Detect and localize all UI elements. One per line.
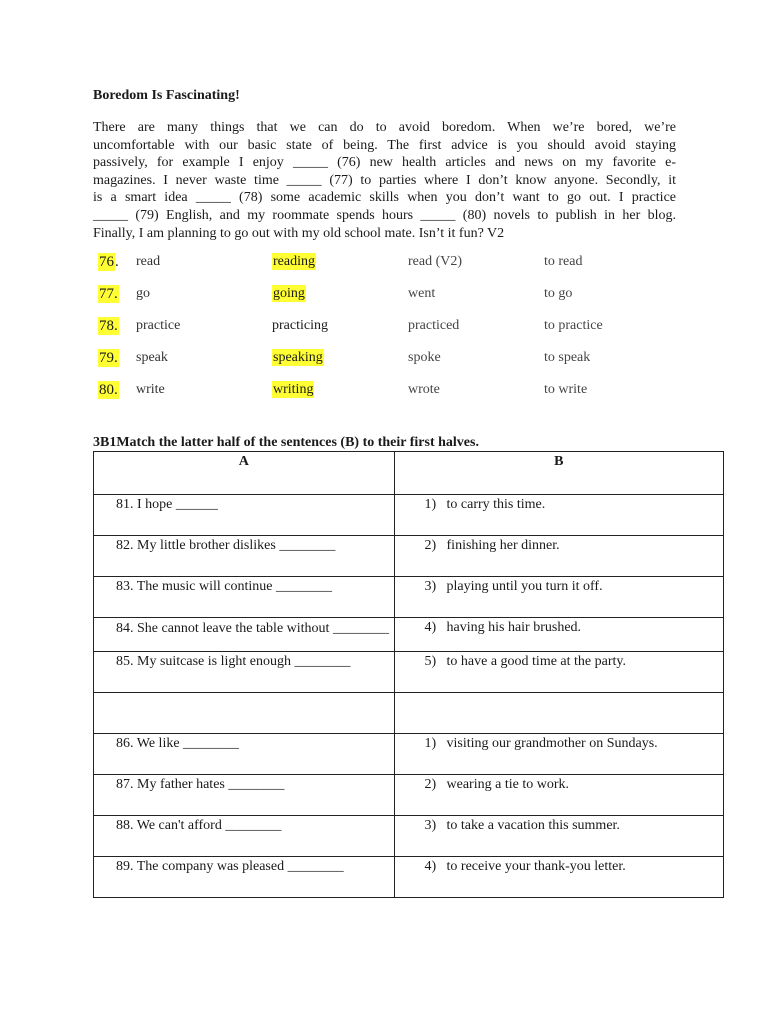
option-c: read (V2) bbox=[408, 254, 463, 269]
option-c: went bbox=[408, 286, 436, 301]
cell-a: 81. I hope ______ bbox=[94, 495, 395, 536]
option-row bbox=[96, 318, 656, 338]
option-b: reading bbox=[273, 254, 315, 269]
cell-b: 3) to take a vacation this summer. bbox=[394, 816, 723, 857]
question-number: 77. bbox=[99, 286, 118, 302]
cell-b: 2) wearing a tie to work. bbox=[394, 775, 723, 816]
cell-b: 2) finishing her dinner. bbox=[394, 536, 723, 577]
paragraph-line: is a smart idea _____ (78) some academic skills when you don’t want to go out. I practice bbox=[93, 190, 676, 206]
table-row bbox=[94, 816, 724, 857]
table-row bbox=[94, 857, 724, 898]
option-b: going bbox=[273, 286, 305, 301]
option-a: practice bbox=[136, 318, 181, 333]
question-number: 79. bbox=[99, 350, 118, 366]
option-a: go bbox=[136, 286, 150, 301]
cell-a: 86. We like ________ bbox=[94, 734, 395, 775]
option-a: write bbox=[136, 382, 165, 397]
table-row bbox=[94, 536, 724, 577]
table-row bbox=[94, 652, 724, 693]
paragraph-line: passively, for example I enjoy _____ (76) new health articles and news on my favorite e- bbox=[93, 155, 676, 171]
table-row bbox=[94, 693, 724, 734]
table-header-row bbox=[94, 452, 724, 495]
paragraph-line: There are many things that we can do to avoid boredom. When we’re bored, we’re bbox=[93, 120, 676, 135]
cell-a: 88. We can't afford ________ bbox=[94, 816, 395, 857]
question-number: 78. bbox=[99, 318, 118, 334]
option-b: practicing bbox=[272, 318, 328, 333]
cell-a: 82. My little brother dislikes ________ bbox=[94, 536, 395, 577]
table-row bbox=[94, 495, 724, 536]
cell-a: 87. My father hates ________ bbox=[94, 775, 395, 816]
document-title: Boredom Is Fascinating! bbox=[93, 88, 240, 103]
option-row bbox=[96, 254, 656, 274]
question-number: 80. bbox=[99, 382, 118, 398]
header-b: B bbox=[394, 452, 723, 495]
option-a: speak bbox=[136, 350, 168, 365]
option-c: spoke bbox=[408, 350, 441, 365]
cell-a bbox=[94, 693, 395, 734]
paragraph-line: uncomfortable with our basic state of being. The first advice is you should avoid staying bbox=[93, 137, 676, 153]
cell-b: 1) to carry this time. bbox=[394, 495, 723, 536]
option-row bbox=[96, 382, 656, 402]
paragraph-line: _____ (79) English, and my roommate spends hours _____ (80) novels to publish in her blog. bbox=[93, 207, 676, 223]
table-row bbox=[94, 577, 724, 618]
option-d: to practice bbox=[544, 318, 603, 333]
option-row bbox=[96, 350, 656, 370]
option-d: to write bbox=[544, 382, 588, 397]
paragraph-line: magazines. I never waste time _____ (77) to parties where I don’t know anyone. Secondly, it bbox=[93, 172, 676, 188]
option-b: writing bbox=[273, 382, 314, 397]
cell-b: 1) visiting our grandmother on Sundays. bbox=[394, 734, 723, 775]
cell-b: 4) to receive your thank-you letter. bbox=[394, 857, 723, 898]
cell-a: 84. She cannot leave the table without ________ bbox=[94, 618, 395, 652]
option-b: speaking bbox=[273, 350, 323, 365]
cell-a: 85. My suitcase is light enough ________ bbox=[94, 652, 395, 693]
paragraph-line: Finally, I am planning to go out with my old school mate. Isn’t it fun? V2 bbox=[93, 225, 505, 241]
question-number: 76. bbox=[99, 254, 119, 270]
cell-a: 89. The company was pleased ________ bbox=[94, 857, 395, 898]
header-a: A bbox=[94, 452, 395, 495]
reading-paragraph bbox=[93, 119, 676, 242]
cell-a: 83. The music will continue ________ bbox=[94, 577, 395, 618]
option-row bbox=[96, 286, 656, 306]
option-d: to read bbox=[544, 254, 583, 269]
table-row bbox=[94, 775, 724, 816]
cell-b: 3) playing until you turn it off. bbox=[394, 577, 723, 618]
table-row bbox=[94, 734, 724, 775]
cell-b: 5) to have a good time at the party. bbox=[394, 652, 723, 693]
cell-b bbox=[394, 693, 723, 734]
option-a: read bbox=[136, 254, 161, 269]
section-title: 3B1Match the latter half of the sentences (B) to their first halves. bbox=[93, 435, 479, 450]
option-d: to speak bbox=[544, 350, 591, 365]
option-d: to go bbox=[544, 286, 573, 301]
option-c: wrote bbox=[408, 382, 440, 397]
table-row bbox=[94, 618, 724, 652]
option-c: practiced bbox=[408, 318, 460, 333]
matching-table bbox=[93, 451, 724, 898]
cell-b: 4) having his hair brushed. bbox=[394, 618, 723, 652]
